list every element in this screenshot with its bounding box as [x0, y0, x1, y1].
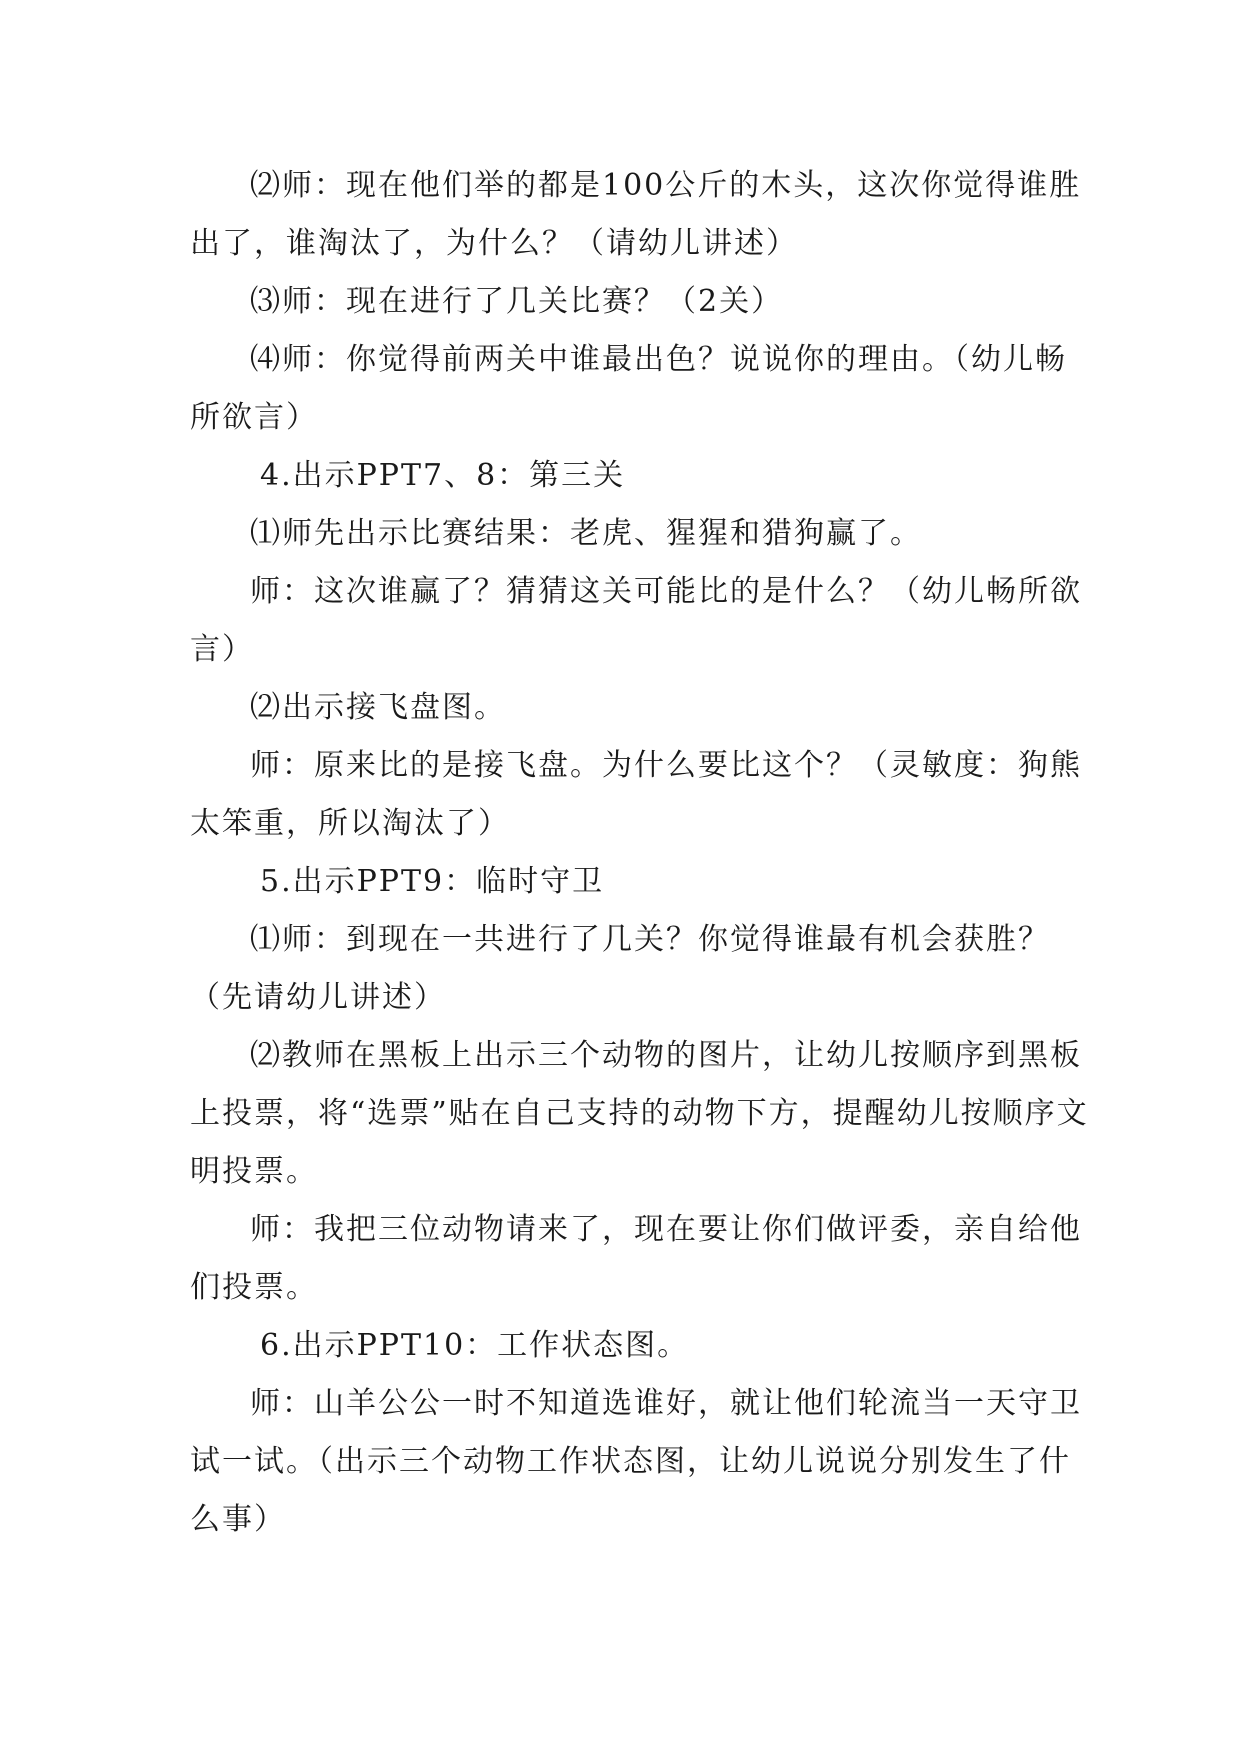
paragraph-11: ⑵教师在黑板上出示三个动物的图片，让幼儿按顺序到黑板上投票，将“选票”贴在自己支持的动物下方，提醒幼儿按顺序文明投票。 [190, 1038, 1089, 1189]
paragraph-4: 4.出示PPT7、8：第三关 [260, 458, 626, 493]
document-body [190, 157, 1090, 1549]
paragraph-2: ⑶师：现在进行了几关比赛？（2关） [250, 284, 784, 319]
paragraph-9: 5.出示PPT9：临时守卫 [260, 864, 605, 899]
paragraph-6: 师：这次谁赢了？猜猜这关可能比的是什么？（幼儿畅所欲言） [190, 574, 1082, 667]
paragraph-1: ⑵师：现在他们举的都是100公斤的木头，这次你觉得谁胜出了，谁淘汰了，为什么？（请幼儿讲述） [190, 168, 1082, 261]
paragraph-7: ⑵出示接飞盘图。 [250, 690, 506, 725]
paragraph-14: 师：山羊公公一时不知道选谁好，就让他们轮流当一天守卫试一试。（出示三个动物工作状态图，让幼儿说说分别发生了什么事） [190, 1386, 1082, 1537]
paragraph-8: 师：原来比的是接飞盘。为什么要比这个？（灵敏度：狗熊太笨重，所以淘汰了） [190, 748, 1082, 841]
paragraph-10: ⑴师：到现在一共进行了几关？你觉得谁最有机会获胜？（先请幼儿讲述） [190, 922, 1050, 1015]
paragraph-12: 师：我把三位动物请来了，现在要让你们做评委，亲自给他们投票。 [190, 1212, 1082, 1305]
paragraph-3: ⑷师：你觉得前两关中谁最出色？说说你的理由。（幼儿畅所欲言） [190, 342, 1067, 435]
paragraph-5: ⑴师先出示比赛结果：老虎、猩猩和猎狗赢了。 [250, 516, 922, 551]
paragraph-13: 6.出示PPT10：工作状态图。 [260, 1328, 690, 1363]
